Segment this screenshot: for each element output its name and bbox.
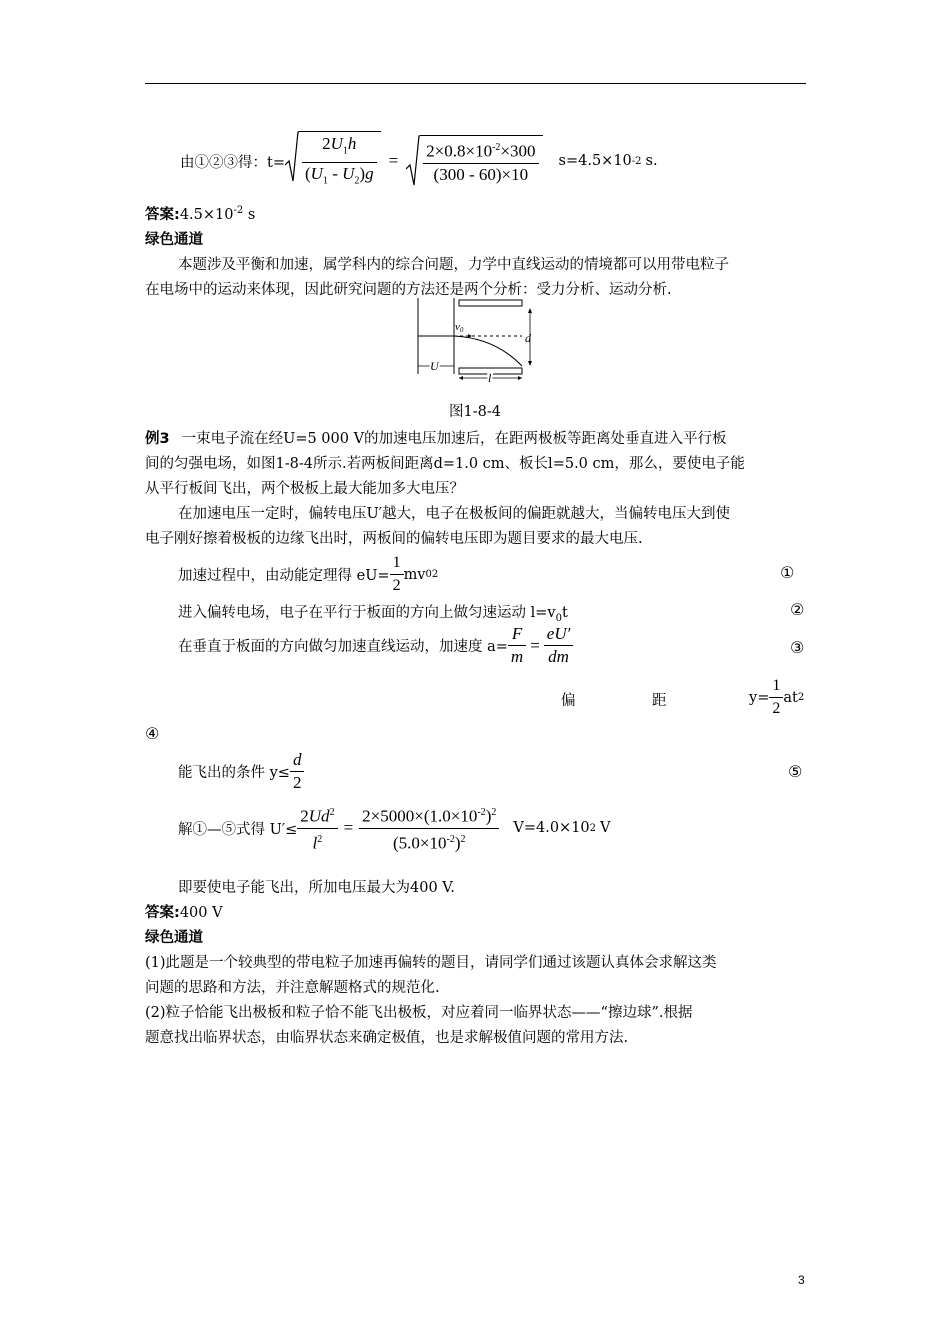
- example-3-line-1: [145, 427, 727, 448]
- label-l: l: [488, 371, 492, 385]
- solve-exp: 2: [589, 822, 597, 834]
- green-channel-heading-1: 绿色通道: [145, 232, 203, 248]
- sqrt-1: $\frac{2U_1h}{(U_1 - U_2)g}$: [285, 131, 381, 192]
- eq-mark-3: ③: [790, 638, 805, 657]
- step1-text: 加速过程中，由动能定理得 eU=: [178, 568, 390, 584]
- eq-result-exp: -2: [631, 155, 642, 167]
- conclusion: 即要使电子能飞出，所加电压最大为400 V.: [178, 880, 455, 896]
- solve-result: V=4.0×10: [513, 820, 590, 837]
- step1-tail: mv: [403, 566, 426, 583]
- green1-line-1: 本题涉及平衡和加速，属学科内的综合问题，力学中直线运动的情境都可以用带电粒子: [178, 257, 729, 273]
- solve-line: 解①—⑤式得 U′≤ $\frac{2Ud^2}{l^2}$ = $\frac{2\times 5000\times(1.0\times 10^{-2})^2}{(5.0\times 10^{-2})^2}$ V=4.0×10 2 V: [178, 803, 611, 853]
- example-label: 例3: [145, 431, 170, 447]
- green1-line-2: 在电场中的运动来体现，因此研究问题的方法还是两个分析：受力分析、运动分析.: [145, 282, 672, 298]
- step2-text: 进入偏转电场，电子在平行于板面的方向上做匀速运动 l=v: [178, 605, 556, 621]
- step-2: 进入偏转电场，电子在平行于板面的方向上做匀速运动 $l=v_0t$: [178, 605, 568, 624]
- answer2-value: 400 V: [179, 905, 223, 921]
- step-4-formula: y= $\frac{1}{2}$ at 2: [749, 677, 805, 717]
- eq-result-unit: s.: [645, 153, 658, 169]
- step-3: 在垂直于板面的方向做匀加速直线运动，加速度 a= $\frac{F}{m}$ = $\frac{eU'}{dm}$: [178, 624, 573, 667]
- example-text-1: 一束电子流在经U=5 000 V的加速电压加速后，在距两极板等距离处垂直进入平行板: [181, 431, 727, 447]
- svg-text:v0: [455, 321, 464, 334]
- eq-mark-4: ④: [145, 724, 160, 743]
- answer-value: 4.5×10: [179, 207, 234, 223]
- eq-mark-2: ②: [790, 600, 805, 619]
- figure-caption: 图1-8-4: [449, 404, 501, 420]
- green2-line-3: (2)粒子恰能飞出极板和粒子恰不能飞出极板，对应着同一临界状态——“擦边球”.根据: [145, 1005, 693, 1021]
- figure-plates-diagram: [410, 296, 540, 386]
- example-3-line-2: 间的匀强电场，如图1-8-4所示.若两板间距离d=1.0 cm、板长l=5.0 cm，那么，要使电子能: [145, 456, 745, 472]
- example-3-line-3: 从平行板间飞出，两个极板上最大能加多大电压？: [145, 481, 464, 497]
- page-number: 3: [798, 1273, 805, 1287]
- header-rule: [145, 83, 806, 84]
- eq-mark-1: ①: [780, 563, 795, 582]
- eq-prefix: 由①②③得：t=: [180, 154, 285, 171]
- step-1: 加速过程中，由动能定理得 eU= $\frac{1}{2}$ mv 0 2: [178, 554, 439, 594]
- label-d: d: [525, 331, 531, 345]
- answer-2: [145, 901, 223, 922]
- label-v0-sub: 0: [459, 326, 464, 334]
- answer-unit: s: [247, 207, 256, 223]
- solve-text: 解①—⑤式得 U′≤: [178, 821, 298, 838]
- answer-exp: -2: [233, 205, 244, 217]
- answer2-label: 答案:: [145, 905, 180, 921]
- step3-text: 在垂直于板面的方向做匀加速直线运动，加速度 a=: [178, 639, 508, 655]
- step-5: 能飞出的条件 y≤ $\frac{d}{2}$: [178, 750, 304, 793]
- equation-t: 由①②③得：t= $\frac{2U_1h}{(U_1 - U_2)g}$ = $\frac{2\times 0.8\times 10^{-2}\times 300}{(300 - 60)\times 10}$ s=4.5×10 -2 s.: [180, 133, 658, 189]
- green2-line-2: 问题的思路和方法，并注意解题格式的规范化.: [145, 980, 440, 996]
- sqrt-2: $\frac{2\times 0.8\times 10^{-2}\times 300}{(300 - 60)\times 10}$: [406, 135, 542, 187]
- step4-word-2: 距: [652, 693, 667, 709]
- label-U: U: [430, 359, 439, 373]
- green2-line-4: 题意找出临界状态，由临界状态来确定极值，也是求解极值问题的常用方法.: [145, 1030, 629, 1046]
- green2-line-1: (1)此题是一个较典型的带电粒子加速再偏转的题目，请同学们通过该题认真体会求解这类: [145, 955, 717, 971]
- eq-result: s=4.5×10: [558, 153, 632, 169]
- solve-unit: V: [600, 820, 611, 837]
- analysis-line-2: 电子刚好擦着极板的边缘飞出时，两板间的偏转电压即为题目要求的最大电压.: [145, 531, 643, 547]
- answer-label: 答案:: [145, 207, 180, 223]
- eq-mark-5: ⑤: [788, 762, 803, 781]
- label-v0: v: [455, 321, 460, 333]
- step2-tail: t: [561, 605, 568, 621]
- answer-1: [145, 203, 255, 224]
- step5-text: 能飞出的条件 y≤: [178, 765, 290, 781]
- step4-tail: at: [783, 689, 798, 706]
- step4-word-1: 偏: [561, 693, 576, 709]
- green-channel-heading-2: 绿色通道: [145, 930, 203, 946]
- analysis-line-1: 在加速电压一定时，偏转电压U′越大，电子在极板间的偏距就越大，当偏转电压大到使: [178, 506, 731, 522]
- step4-eq: y=: [749, 689, 770, 706]
